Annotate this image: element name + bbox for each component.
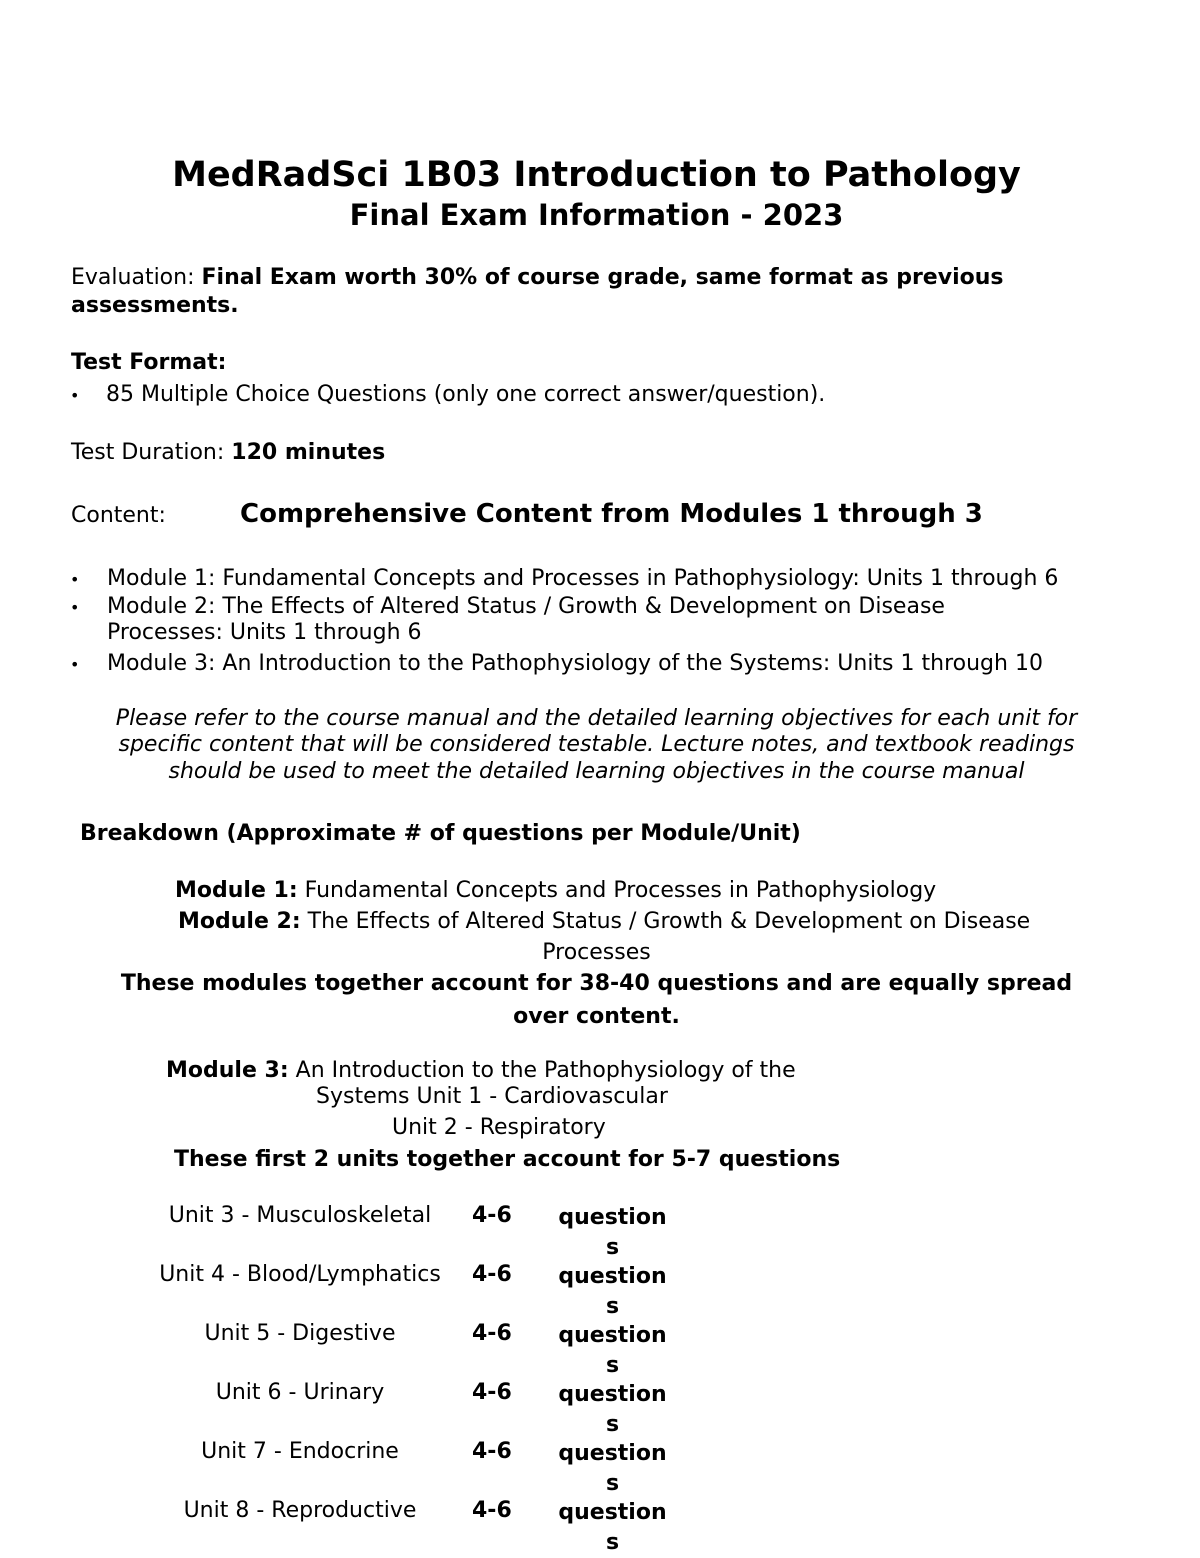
content-value: Comprehensive Content from Modules 1 through 3 bbox=[240, 499, 983, 529]
evaluation-value: Final Exam worth 30% of course grade, same format as previous bbox=[201, 265, 1004, 290]
breakdown-module-3-label: Module 3: bbox=[166, 1058, 289, 1083]
breakdown-summary-2: over content. bbox=[513, 1004, 680, 1029]
unit-count: 4-6 bbox=[472, 1380, 512, 1405]
breakdown-module-2 bbox=[178, 909, 1030, 934]
unit-row bbox=[0, 1262, 1200, 1322]
unit-suffix: questions bbox=[558, 1500, 667, 1555]
unit-count: 4-6 bbox=[472, 1498, 512, 1523]
breakdown-module-3-summary: These first 2 units together account for 5-7 questions bbox=[174, 1147, 841, 1172]
breakdown-module-3-text: An Introduction to the Pathophysiology of the bbox=[295, 1058, 796, 1083]
unit-name: Unit 6 - Urinary bbox=[215, 1380, 385, 1405]
bullet-icon: • bbox=[70, 570, 80, 589]
bullet-icon: • bbox=[70, 386, 80, 405]
breakdown-heading: Breakdown (Approximate # of questions per Module/Unit) bbox=[80, 821, 801, 846]
test-duration-line bbox=[71, 440, 385, 465]
breakdown-module-3 bbox=[166, 1058, 796, 1083]
note-line-2: specific content that will be considered testable. Lecture notes, and textbook readings bbox=[118, 732, 1075, 757]
unit-suffix: questions bbox=[558, 1323, 667, 1378]
breakdown-module-2-text: The Effects of Altered Status / Growth & Development on Disease bbox=[307, 909, 1031, 934]
bullet-icon: • bbox=[70, 598, 80, 617]
module-3-text: Module 3: An Introduction to the Pathophysiology of the Systems: Units 1 through 10 bbox=[107, 651, 1043, 676]
test-format-text: 85 Multiple Choice Questions (only one correct answer/question). bbox=[106, 382, 826, 407]
unit-count: 4-6 bbox=[472, 1321, 512, 1346]
breakdown-module-1-label: Module 1: bbox=[175, 878, 298, 903]
unit-name: Unit 7 - Endocrine bbox=[201, 1439, 399, 1464]
document-subtitle: Final Exam Information - 2023 bbox=[349, 198, 844, 232]
test-duration-label: Test Duration: bbox=[71, 440, 225, 465]
breakdown-module-3-unit2: Unit 2 - Respiratory bbox=[392, 1115, 606, 1140]
unit-row bbox=[0, 1380, 1200, 1440]
unit-name: Unit 8 - Reproductive bbox=[183, 1498, 417, 1523]
module-2-text: Module 2: The Effects of Altered Status / Growth & Development on Disease bbox=[107, 594, 945, 619]
evaluation-label: Evaluation: bbox=[71, 265, 195, 290]
module-2-text-cont: Processes: Units 1 through 6 bbox=[107, 620, 422, 645]
breakdown-module-2-cont: Processes bbox=[542, 940, 651, 965]
breakdown-module-3-cont: Systems Unit 1 - Cardiovascular bbox=[316, 1084, 668, 1109]
note-line-1: Please refer to the course manual and the detailed learning objectives for each unit for bbox=[115, 706, 1078, 731]
unit-row bbox=[0, 1321, 1200, 1381]
breakdown-module-1 bbox=[175, 878, 936, 903]
document-title: MedRadSci 1B03 Introduction to Pathology bbox=[172, 155, 1021, 195]
module-2-bullet bbox=[0, 594, 1200, 654]
breakdown-module-2-label: Module 2: bbox=[178, 909, 301, 934]
breakdown-summary-1: These modules together account for 38-40 questions and are equally spread bbox=[120, 971, 1073, 996]
unit-count: 4-6 bbox=[472, 1203, 512, 1228]
module-1-bullet bbox=[0, 566, 1200, 596]
unit-name: Unit 3 - Musculoskeletal bbox=[168, 1203, 432, 1228]
unit-suffix: questions bbox=[558, 1441, 667, 1496]
unit-suffix: questions bbox=[558, 1205, 667, 1260]
unit-row bbox=[0, 1439, 1200, 1499]
test-duration-value: 120 minutes bbox=[231, 440, 386, 465]
content-label: Content: bbox=[71, 503, 166, 528]
module-3-bullet bbox=[0, 651, 1200, 681]
unit-count: 4-6 bbox=[472, 1439, 512, 1464]
unit-row bbox=[0, 1203, 1200, 1263]
unit-name: Unit 4 - Blood/Lymphatics bbox=[159, 1262, 441, 1287]
evaluation-value-cont: assessments. bbox=[71, 293, 239, 318]
note-line-3: should be used to meet the detailed learning objectives in the course manual bbox=[168, 759, 1025, 784]
unit-row bbox=[0, 1498, 1200, 1555]
breakdown-module-1-text: Fundamental Concepts and Processes in Pathophysiology bbox=[304, 878, 937, 903]
unit-suffix: questions bbox=[558, 1264, 667, 1319]
evaluation-line bbox=[71, 265, 1003, 290]
unit-count: 4-6 bbox=[472, 1262, 512, 1287]
unit-name: Unit 5 - Digestive bbox=[204, 1321, 396, 1346]
module-1-text: Module 1: Fundamental Concepts and Processes in Pathophysiology: Units 1 through 6 bbox=[107, 566, 1059, 591]
bullet-icon: • bbox=[70, 655, 80, 674]
unit-suffix: questions bbox=[558, 1382, 667, 1437]
test-format-label: Test Format: bbox=[71, 350, 227, 375]
